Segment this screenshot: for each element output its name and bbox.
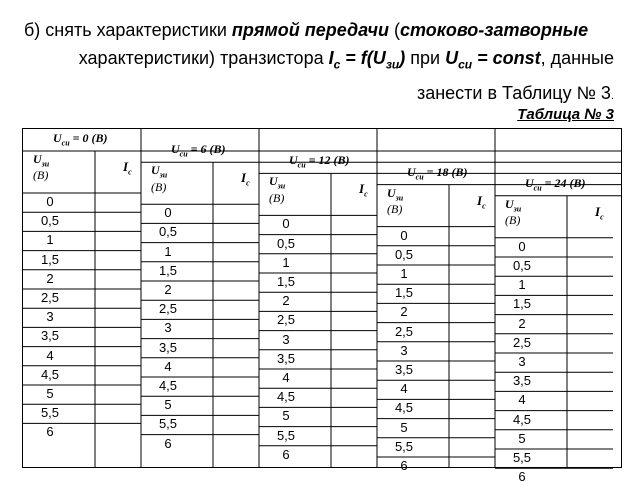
uzi-value-cell: 4,5 [394, 400, 414, 416]
uzi-sub: зи [513, 204, 522, 214]
uzi-value-cell: 2,5 [394, 323, 414, 339]
const-u-sub: си [458, 57, 473, 72]
ic-value-cell[interactable] [96, 348, 140, 365]
ic-value-cell[interactable] [96, 424, 140, 441]
uzi-unit: (В) [151, 179, 167, 194]
group-header-sub: си [415, 171, 424, 181]
ic-value-cell[interactable] [332, 293, 376, 310]
ic-value-cell[interactable] [568, 296, 612, 313]
ic-value-cell[interactable] [332, 255, 376, 272]
uzi-value-cell: 4 [282, 370, 290, 385]
uzi-value-cell: 5,5 [40, 405, 60, 421]
task-prefix: б) снять характеристики [24, 20, 232, 40]
group-header-u: U [171, 142, 180, 157]
uzi-value-cell: 3,5 [276, 350, 296, 366]
uzi-sub: зи [41, 159, 50, 169]
uzi-header-3 [387, 186, 403, 217]
ic-value-cell[interactable] [214, 301, 258, 318]
ic-value-cell[interactable] [450, 362, 494, 379]
ic-value-cell[interactable] [568, 373, 612, 390]
uzi-u: U [387, 185, 396, 200]
uzi-value-cell: 1,5 [394, 285, 414, 301]
uzi-header-0 [33, 152, 49, 183]
uzi-value-cell: 0,5 [158, 224, 178, 240]
task-line2-text: характеристики) транзистора [78, 48, 329, 68]
ic-value-cell[interactable] [332, 332, 376, 349]
uzi-value-cell: 3,5 [394, 362, 414, 377]
uzi-unit: (В) [387, 201, 403, 216]
uzi-u: U [33, 152, 42, 166]
ic-value-cell[interactable] [96, 405, 140, 422]
ic-header-0 [123, 159, 132, 177]
ic-value-cell[interactable] [450, 343, 494, 360]
uzi-value-cell: 1 [164, 243, 172, 259]
uzi-value-cell: 5,5 [394, 438, 414, 454]
uzi-value-cell: 3 [164, 320, 172, 336]
formula-end: ) [399, 48, 406, 68]
ic-sub: с [128, 167, 132, 177]
group-header-sub: си [179, 149, 188, 159]
formula-i-sub: с [333, 57, 341, 72]
uzi-value-cell: 6 [164, 435, 172, 451]
group-header-rest: = 18 (В) [423, 164, 468, 179]
ic-value-cell[interactable] [214, 340, 258, 357]
ic-value-cell[interactable] [450, 400, 494, 417]
uzi-value-cell: 2,5 [512, 334, 532, 350]
uzi-value-cell: 2 [400, 304, 408, 320]
uzi-value-cell: 5,5 [158, 416, 178, 432]
uzi-value-cell: 1 [400, 266, 408, 281]
ic-i: I [359, 181, 365, 197]
ic-value-cell[interactable] [332, 447, 376, 464]
ic-header-2 [359, 181, 368, 199]
ic-value-cell[interactable] [332, 351, 376, 368]
ic-value-cell[interactable] [332, 389, 376, 406]
ic-value-cell[interactable] [450, 439, 494, 456]
uzi-header-4 [505, 197, 521, 228]
uzi-unit: (В) [505, 213, 521, 228]
uzi-value-cell: 5 [164, 397, 172, 413]
ic-value-cell[interactable] [332, 428, 376, 445]
ic-value-cell[interactable] [568, 354, 612, 371]
group-header-sub: си [61, 138, 70, 148]
task-text [24, 16, 614, 110]
ic-i: I [477, 192, 483, 208]
uzi-sub: зи [277, 181, 286, 191]
ic-value-cell[interactable] [214, 282, 258, 299]
ic-value-cell[interactable] [450, 324, 494, 341]
at-word: при [405, 48, 446, 68]
uzi-u: U [505, 196, 514, 211]
ic-value-cell[interactable] [450, 228, 494, 245]
group-header-0 [53, 131, 108, 147]
uzi-u: U [269, 174, 278, 189]
task-bold-2: стоково-затворные [399, 20, 589, 40]
ic-sub: с [246, 178, 250, 188]
ic-value-cell[interactable] [568, 392, 612, 409]
group-header-u: U [407, 164, 416, 179]
ic-value-cell[interactable] [214, 244, 258, 261]
group-header-rest: = 24 (В) [541, 175, 586, 190]
uzi-value-cell: 3 [400, 342, 408, 358]
uzi-value-cell: 6 [282, 446, 290, 462]
uzi-value-cell: 3 [46, 309, 54, 325]
uzi-value-cell: 3 [282, 331, 290, 347]
uzi-value-cell: 0,5 [40, 213, 60, 229]
group-header-rest: = 0 (В) [69, 131, 108, 145]
uzi-value-cell: 3 [518, 354, 526, 369]
uzi-value-cell: 4,5 [512, 411, 532, 427]
ic-value-cell[interactable] [568, 258, 612, 275]
task-line-3 [24, 79, 614, 110]
ic-value-cell[interactable] [96, 328, 140, 345]
uzi-sub: зи [159, 170, 168, 180]
ic-value-cell[interactable] [96, 309, 140, 326]
uzi-value-cell: 0 [46, 194, 54, 209]
ic-value-cell[interactable] [96, 252, 140, 269]
line2-tail: , данные [540, 48, 614, 68]
uzi-value-cell: 2,5 [276, 312, 296, 328]
ic-value-cell[interactable] [214, 263, 258, 280]
uzi-header-2 [269, 174, 285, 205]
task-line-2 [24, 44, 614, 79]
group-header-rest: = 12 (В) [305, 153, 350, 168]
ic-value-cell[interactable] [450, 304, 494, 321]
const-rest: = const [472, 48, 541, 68]
formula-u-sub: зи [385, 57, 400, 72]
group-header-u: U [289, 153, 298, 168]
ic-value-cell[interactable] [332, 236, 376, 253]
uzi-value-cell: 1,5 [158, 262, 178, 278]
uzi-value-cell: 0,5 [276, 235, 296, 251]
ic-header-4 [595, 204, 604, 222]
ic-i: I [241, 170, 247, 186]
group-header-3 [407, 165, 468, 181]
ic-header-1 [241, 170, 250, 188]
task-bold-1: прямой передачи [231, 20, 389, 40]
ic-value-cell[interactable] [568, 450, 612, 467]
ic-i: I [595, 203, 601, 219]
uzi-value-cell: 4 [518, 392, 526, 408]
uzi-value-cell: 4 [164, 358, 172, 374]
ic-value-cell[interactable] [568, 412, 612, 429]
uzi-value-cell: 1 [282, 254, 290, 270]
uzi-value-cell: 1 [518, 277, 526, 293]
ic-value-cell[interactable] [450, 247, 494, 264]
uzi-value-cell: 6 [46, 424, 54, 440]
uzi-value-cell: 1 [46, 232, 54, 248]
ic-value-cell[interactable] [332, 408, 376, 425]
formula-i: I [328, 48, 334, 68]
ic-sub: с [600, 212, 604, 222]
ic-value-cell[interactable] [568, 431, 612, 448]
group-header-u: U [525, 175, 534, 190]
uzi-value-cell: 5,5 [512, 450, 532, 465]
uzi-value-cell: 2 [282, 293, 290, 309]
uzi-value-cell: 2 [518, 315, 526, 331]
ic-value-cell[interactable] [214, 416, 258, 433]
uzi-sub: зи [395, 192, 404, 202]
ic-value-cell[interactable] [332, 312, 376, 329]
uzi-header-1 [151, 163, 167, 194]
const-u: U [445, 48, 459, 68]
ic-value-cell[interactable] [96, 194, 140, 211]
data-table [22, 128, 622, 485]
uzi-value-cell: 4,5 [40, 366, 60, 382]
task-line3-end: . [610, 89, 614, 102]
uzi-value-cell: 0,5 [512, 258, 532, 273]
uzi-value-cell: 3,5 [158, 339, 178, 355]
uzi-value-cell: 4 [46, 347, 54, 363]
group-header-sub: си [297, 160, 306, 170]
task-line3-text: занести в Таблицу № 3 [416, 82, 611, 103]
uzi-value-cell: 2,5 [158, 301, 178, 317]
uzi-value-cell: 5 [400, 419, 408, 435]
uzi-value-cell: 5 [46, 386, 54, 401]
uzi-value-cell: 5,5 [276, 427, 296, 443]
ic-value-cell[interactable] [214, 320, 258, 337]
group-header-u: U [53, 131, 62, 145]
ic-value-cell[interactable] [96, 367, 140, 384]
ic-value-cell[interactable] [96, 213, 140, 230]
formula-rest: = f(U [340, 48, 386, 68]
ic-value-cell[interactable] [96, 271, 140, 288]
group-header-rest: = 6 (В) [187, 142, 226, 157]
group-header-2 [289, 153, 350, 169]
task-line-1 [24, 16, 614, 44]
ic-value-cell[interactable] [214, 205, 258, 222]
uzi-value-cell: 0 [282, 216, 290, 232]
ic-value-cell[interactable] [450, 381, 494, 398]
uzi-value-cell: 1,5 [276, 274, 296, 289]
ic-value-cell[interactable] [450, 458, 494, 475]
ic-value-cell[interactable] [568, 316, 612, 333]
ic-sub: с [364, 189, 368, 199]
uzi-value-cell: 6 [518, 469, 526, 485]
uzi-value-cell: 0 [164, 205, 172, 221]
task-paren: ( [388, 20, 400, 40]
uzi-unit: (В) [33, 168, 49, 183]
ic-value-cell[interactable] [214, 436, 258, 453]
ic-sub: с [482, 201, 486, 211]
uzi-value-cell: 0 [518, 238, 526, 254]
ic-value-cell[interactable] [96, 290, 140, 307]
ic-value-cell[interactable] [568, 469, 612, 486]
uzi-value-cell: 0 [400, 227, 408, 243]
uzi-value-cell: 2 [164, 282, 172, 297]
uzi-value-cell: 4 [400, 381, 408, 397]
uzi-value-cell: 4,5 [276, 389, 296, 405]
ic-value-cell[interactable] [450, 420, 494, 437]
uzi-value-cell: 3,5 [512, 373, 532, 389]
ic-value-cell[interactable] [332, 370, 376, 387]
ic-value-cell[interactable] [214, 397, 258, 414]
ic-value-cell[interactable] [214, 359, 258, 376]
ic-header-3 [477, 193, 486, 211]
uzi-unit: (В) [269, 190, 285, 205]
uzi-value-cell: 5 [518, 430, 526, 446]
uzi-value-cell: 1,5 [40, 251, 60, 267]
ic-value-cell[interactable] [332, 216, 376, 233]
uzi-value-cell: 0,5 [394, 246, 414, 262]
group-header-1 [171, 142, 226, 158]
ic-i: I [123, 159, 129, 174]
ic-value-cell[interactable] [568, 277, 612, 294]
uzi-value-cell: 6 [400, 458, 408, 473]
ic-value-cell[interactable] [214, 224, 258, 241]
uzi-value-cell: 4,5 [158, 378, 178, 393]
group-header-4 [525, 176, 586, 192]
ic-value-cell[interactable] [96, 232, 140, 249]
ic-value-cell[interactable] [450, 285, 494, 302]
group-header-sub: си [533, 183, 542, 193]
ic-value-cell[interactable] [568, 239, 612, 256]
ic-value-cell[interactable] [568, 335, 612, 352]
uzi-u: U [151, 163, 160, 178]
uzi-value-cell: 2,5 [40, 290, 60, 305]
ic-value-cell[interactable] [96, 386, 140, 403]
uzi-value-cell: 1,5 [512, 296, 532, 312]
uzi-value-cell: 3,5 [40, 328, 60, 344]
table-caption: Таблица № 3 [517, 106, 614, 123]
uzi-value-cell: 2 [46, 270, 54, 286]
ic-value-cell[interactable] [450, 266, 494, 283]
uzi-value-cell: 5 [282, 408, 290, 424]
ic-value-cell[interactable] [332, 274, 376, 291]
ic-value-cell[interactable] [214, 378, 258, 395]
